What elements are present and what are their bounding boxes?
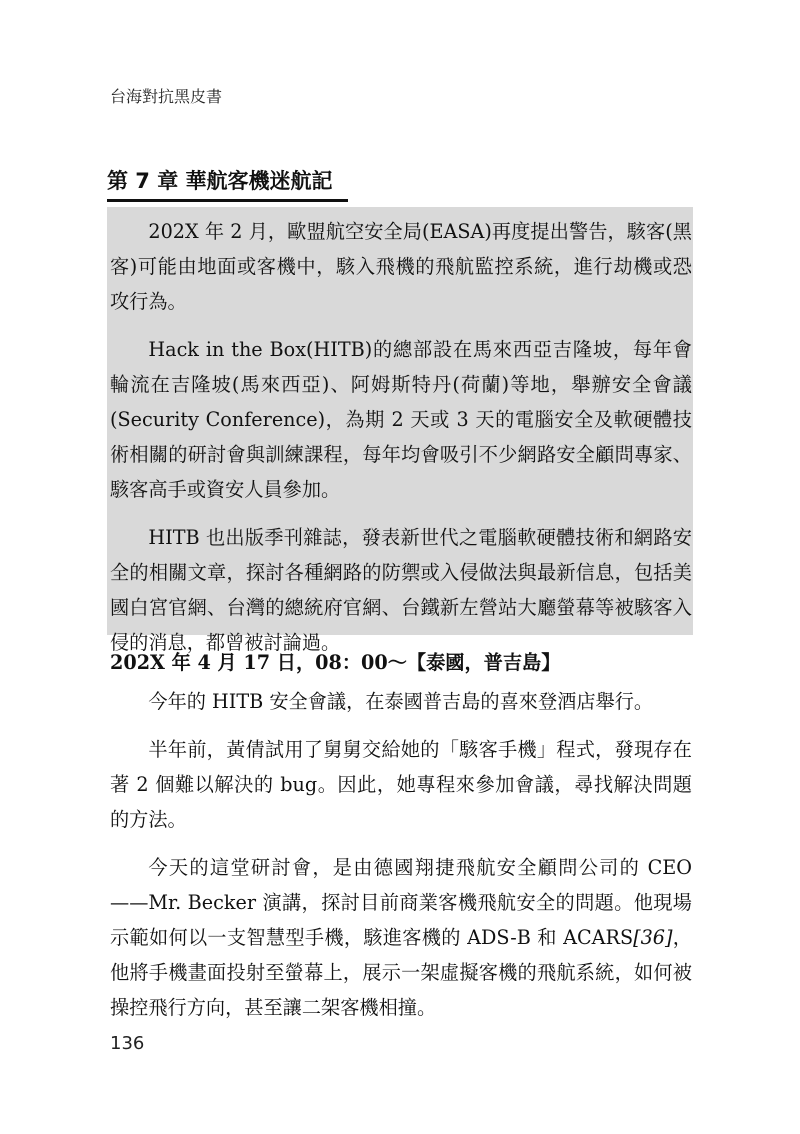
- body-paragraph-2: 半年前，黃倩試用了舅舅交給她的「駭客手機」程式，發現存在著 2 個難以解決的 bug。因此，她專程來參加會議，尋找解決問題的方法。: [110, 738, 692, 831]
- intro-text: [110, 214, 692, 660]
- body-paragraph-3-text: 今天的這堂研討會，是由德國翔捷飛航安全顧問公司的 CEO——Mr. Becker 演講，探討目前商業客機飛航安全的問題。他現場示範如何以一支智慧型手機，駭進客機的 ADS-B 和 ACARS: [110, 856, 692, 949]
- intro-paragraph-3: HITB 也出版季刊雜誌，發表新世代之電腦軟硬體技術和網路安全的相關文章，探討各種網路的防禦或入侵做法與最新信息，包括美國白宮官網、台灣的總統府官網、台鐵新左營站大廳螢幕等被駭客入侵的消息，都曾被討論過。: [110, 526, 692, 654]
- body-paragraph-3: [110, 850, 692, 1025]
- intro-paragraph-1: 202X 年 2 月，歐盟航空安全局(EASA)再度提出警告，駭客(黑客)可能由地面或客機中，駭入飛機的飛航監控系統，進行劫機或恐攻行為。: [110, 220, 692, 313]
- running-header: 台海對抗黑皮書: [110, 87, 223, 106]
- section-heading: 202X 年 4 月 17 日，08：00～【泰國，普吉島】: [110, 651, 561, 674]
- intro-paragraph-2: Hack in the Box(HITB)的總部設在馬來西亞吉隆坡，每年會輪流在吉隆坡(馬來西亞)、阿姆斯特丹(荷蘭)等地，舉辦安全會議(Security Conference)，為期 2 天或 3 天的電腦安全及軟硬體技術相關的研討會與訓練課程，每年均會吸引不少網路安全顧問專家、駭客高手或資安人員參加。: [110, 338, 692, 501]
- body-paragraph-1: 今年的 HITB 安全會議，在泰國普吉島的喜來登酒店舉行。: [148, 690, 654, 713]
- body-paragraph-3-tail: ，他將手機畫面投射至螢幕上，展示一架虛擬客機的飛航系統，如何被操控飛行方向，甚至讓二架客機相撞。: [110, 926, 692, 1019]
- body-text: [110, 684, 692, 1025]
- chapter-title: 第 7 章 華航客機迷航記: [107, 166, 348, 202]
- citation-marker: [36]: [633, 926, 673, 949]
- page-number: 136: [110, 1033, 145, 1054]
